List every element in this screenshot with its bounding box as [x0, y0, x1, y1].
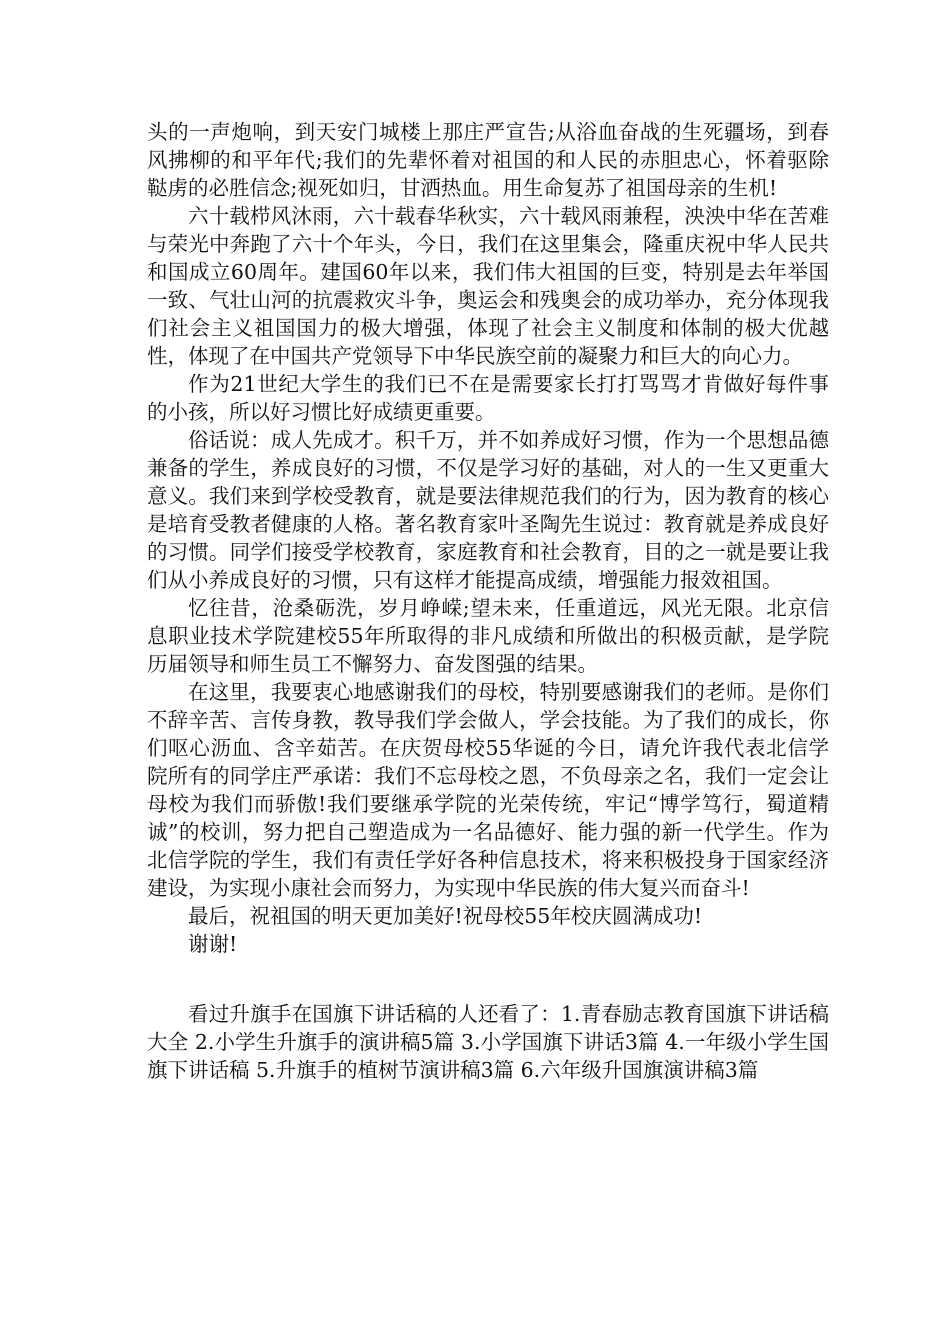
related-articles: 看过升旗手在国旗下讲话稿的人还看了：1.青春励志教育国旗下讲话稿大全 2.小学生升旗手的演讲稿5篇 3.小学国旗下讲话3篇 4.一年级小学生国旗下讲话稿 5.升旗手的植树节演讲稿3篇 6.六年级升国旗演讲稿3篇 [147, 1002, 829, 1082]
paragraph-2: 六十载栉风沐雨，六十载春华秋实，六十载风雨兼程，泱泱中华在苦难与荣光中奔跑了六十个年头，今日，我们在这里集会，隆重庆祝中华人民共和国成立60周年。建国60年以来，我们伟大祖国的巨变，特别是去年举国一致、气壮山河的抗震救灾斗争，奥运会和残奥会的成功举办，充分体现我们社会主义祖国国力的极大增强，体现了社会主义制度和体制的极大优越性，体现了在中国共产党领导下中华民族空前的凝聚力和巨大的向心力。 [147, 204, 829, 368]
paragraph-4: 俗话说：成人先成才。积千万，并不如养成好习惯，作为一个思想品德兼备的学生，养成良好的习惯，不仅是学习好的基础，对人的一生又更重大意义。我们来到学校受教育，就是要法律规范我们的行为，因为教育的核心是培育受教者健康的人格。著名教育家叶圣陶先生说过：教育就是养成良好的习惯。同学们接受学校教育，家庭教育和社会教育，目的之一就是要让我们从小养成良好的习惯，只有这样才能提高成绩，增强能力报效祖国。 [147, 428, 829, 592]
paragraph-8: 谢谢! [188, 932, 238, 956]
paragraph-5: 忆往昔，沧桑砺洗，岁月峥嵘;望未来，任重道远，风光无限。北京信息职业技术学院建校55年所取得的非凡成绩和所做出的积极贡献，是学院历届领导和师生员工不懈努力、奋发图强的结果。 [147, 596, 829, 676]
paragraph-spacer [147, 958, 829, 1000]
document-body [147, 118, 829, 1084]
paragraph-7: 最后，祝祖国的明天更加美好!祝母校55年校庆圆满成功! [188, 904, 703, 928]
paragraph-1: 头的一声炮响，到天安门城楼上那庄严宣告;从浴血奋战的生死疆场，到春风拂柳的和平年代;我们的先辈怀着对祖国的和人民的赤胆忠心，怀着驱除鞑虏的必胜信念;视死如归，甘洒热血。用生命复苏了祖国母亲的生机! [147, 120, 829, 200]
paragraph-3: 作为21世纪大学生的我们已不在是需要家长打打骂骂才肯做好每件事的小孩，所以好习惯比好成绩更重要。 [147, 372, 829, 424]
paragraph-6: 在这里，我要衷心地感谢我们的母校，特别要感谢我们的老师。是你们不辞辛苦、言传身教，教导我们学会做人，学会技能。为了我们的成长，你们呕心沥血、含辛茹苦。在庆贺母校55华诞的今日，请允许我代表北信学院所有的同学庄严承诺：我们不忘母校之恩，不负母亲之名，我们一定会让母校为我们而骄傲!我们要继承学院的光荣传统，牢记“博学笃行，蜀道精诚”的校训，努力把自己塑造成为一名品德好、能力强的新一代学生。作为北信学院的学生，我们有责任学好各种信息技术，将来积极投身于国家经济建设，为实现小康社会而努力，为实现中华民族的伟大复兴而奋斗! [147, 680, 829, 900]
